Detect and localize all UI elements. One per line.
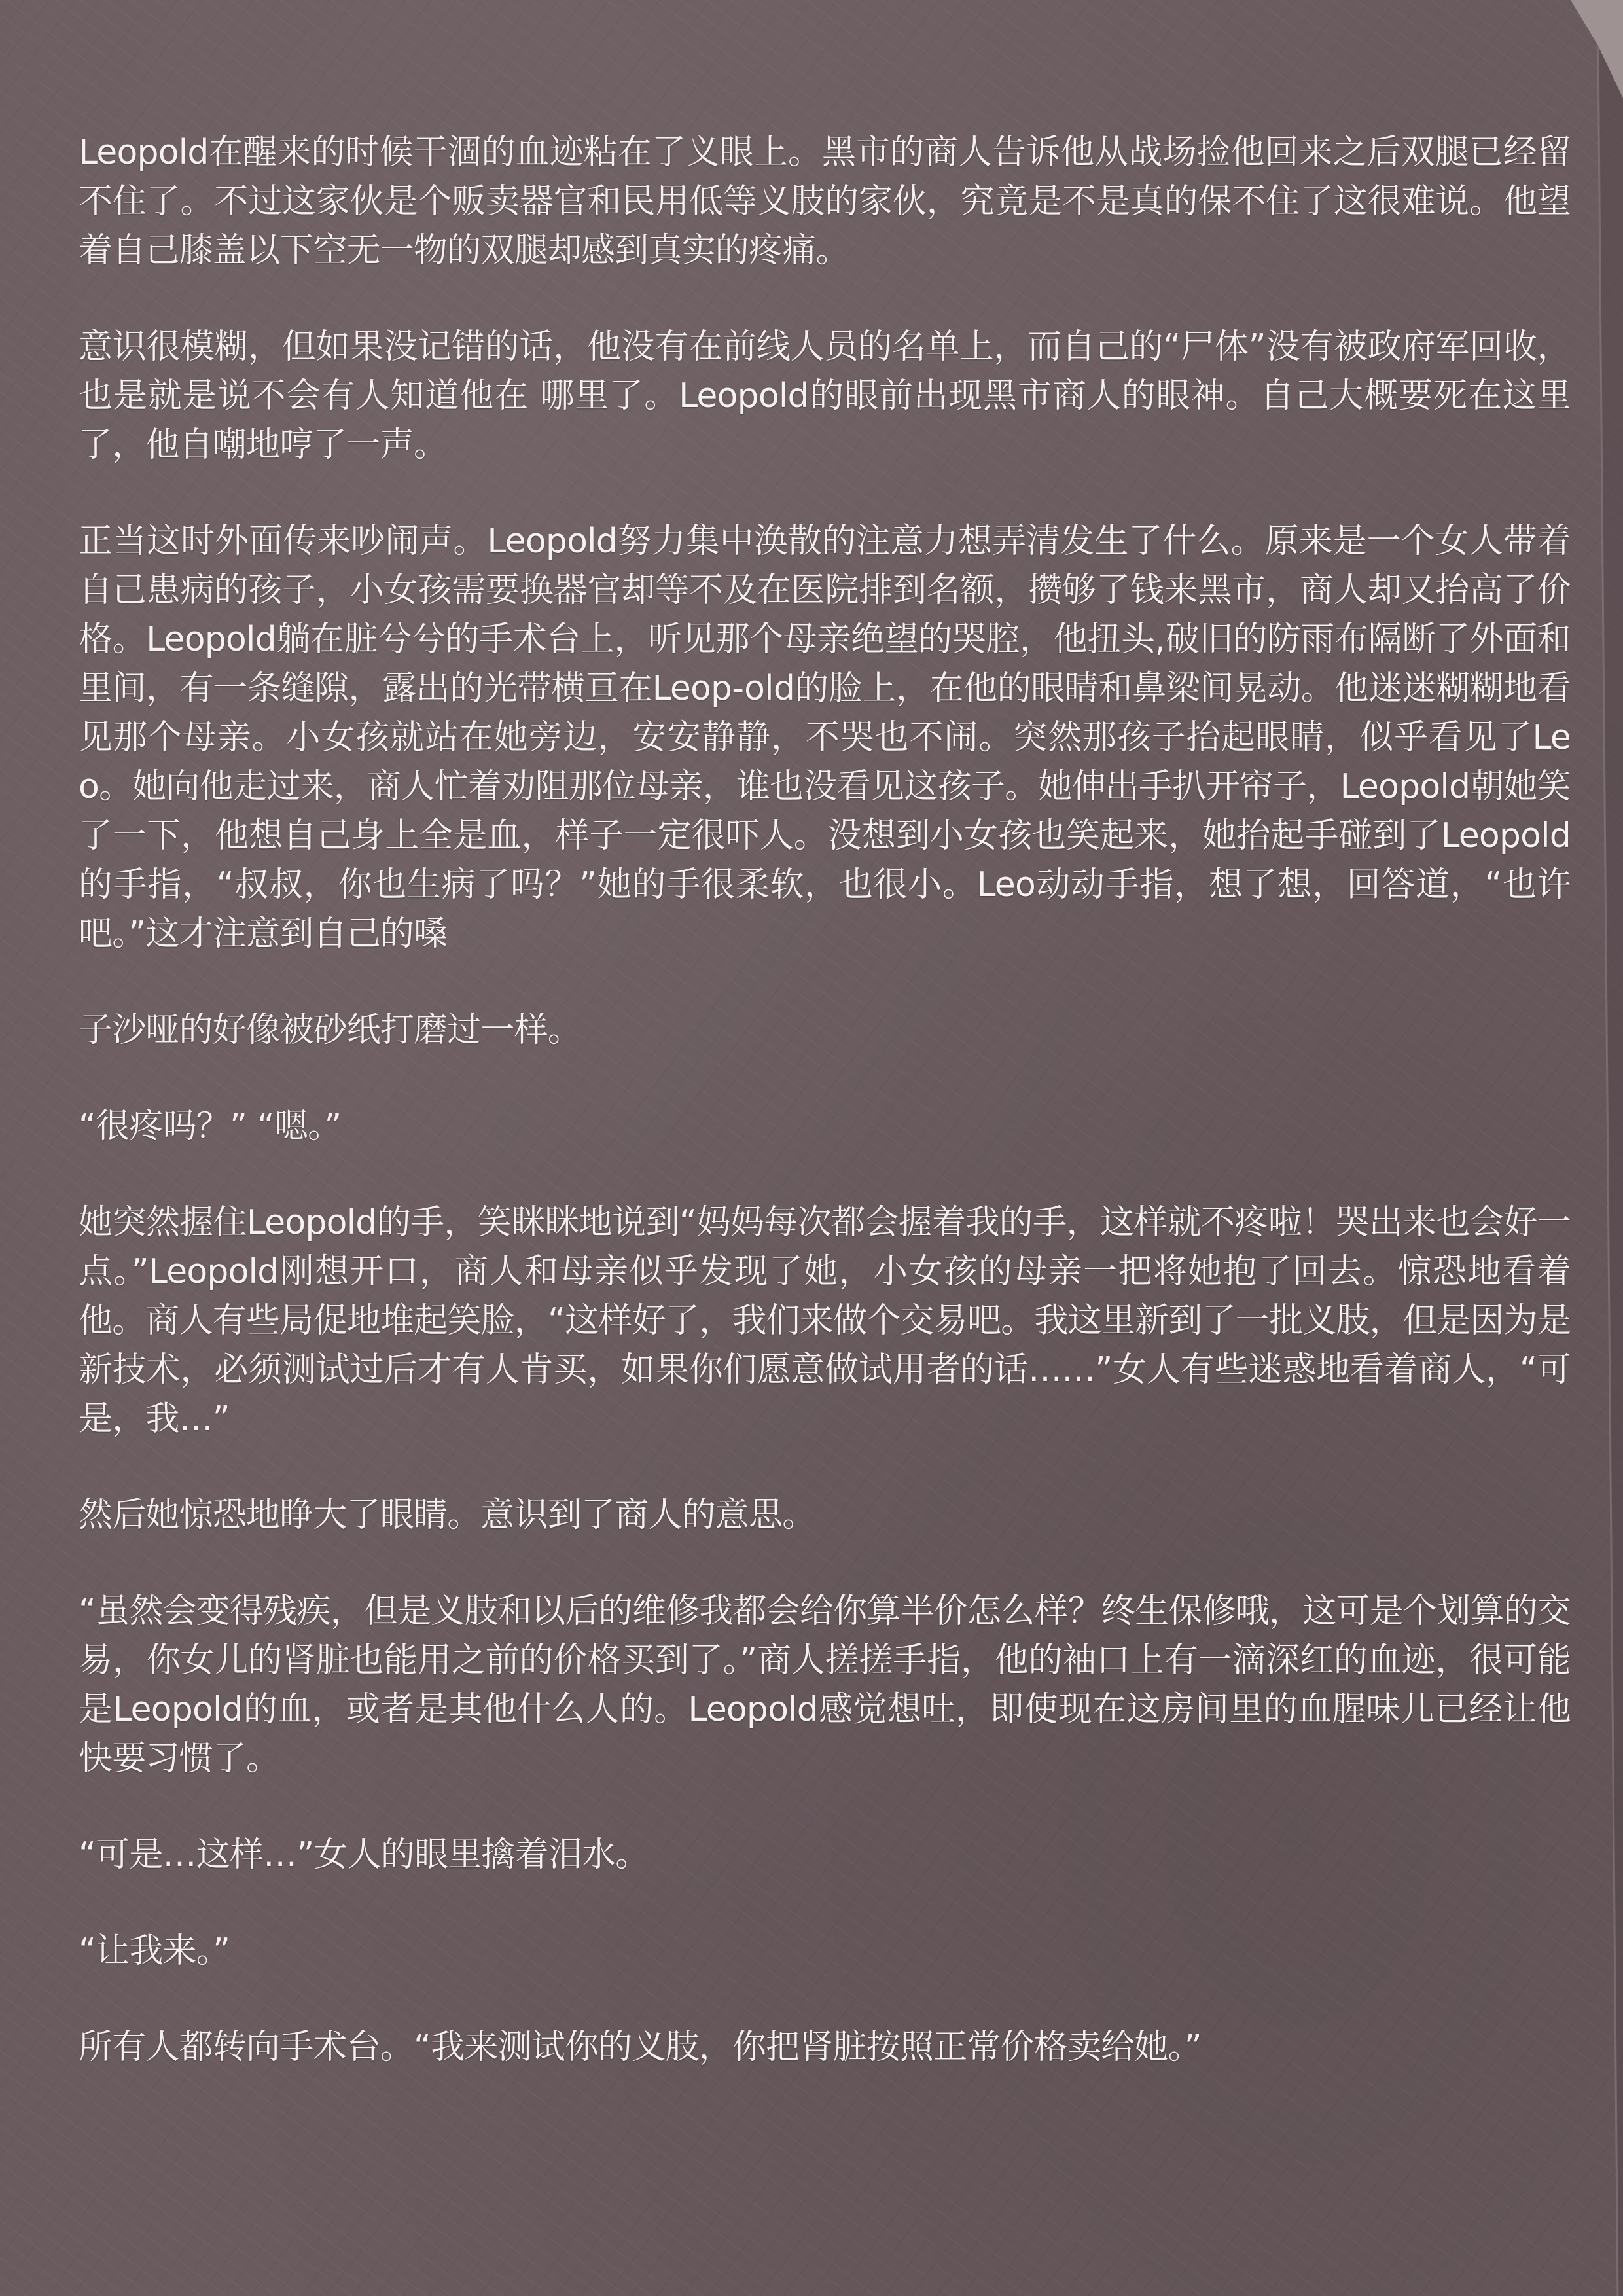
paragraph: “虽然会变得残疾，但是义肢和以后的维修我都会给你算半价怎么样？终生保修哦，这可是个划算的交易，你女儿的肾脏也能用之前的价格买到了。”商人搓搓手指，他的袖口上有一滴深红的血迹，很可能是Leopold的血，或者是其他什么人的。Leopold感觉想吐，即使现在这房间里的血腥味儿已经让他快要习惯了。 [79,1592,1571,1778]
paragraph: 所有人都转向手术台。“我来测试你的义肢，你把肾脏按照正常价格卖给她。” [79,2028,1202,2067]
paragraph: “让我来。” [79,1931,230,1971]
paragraph: “很疼吗？” “嗯。” [79,1107,342,1146]
paragraph: 正当这时外面传来吵闹声。Leopold努力集中涣散的注意力想弄清发生了什么。原来是一个女人带着自己患病的孩子，小女孩需要换器官却等不及在医院排到名额，攒够了钱来黑市，商人却又抬高了价格。Leopold躺在脏兮兮的手术台上，听见那个母亲绝望的哭腔，他扭头,破旧的防雨布隔断了外面和里间，有一条缝隙，露出的光带横亘在Leop-old的脸上，在他的眼睛和鼻梁间晃动。他迷迷糊糊地看见那个母亲。小女孩就站在她旁边，安安静静，不哭也不闹。突然那孩子抬起眼睛，似乎看见了Leo。她向他走过来，商人忙着劝阻那位母亲，谁也没看见这孩子。她伸出手扒开帘子，Leopold朝她笑了一下，他想自己身上全是血，样子一定很吓人。没想到小女孩也笑起来，她抬起手碰到了Leopold的手指，“叔叔，你也生病了吗？”她的手很柔软，也很小。Leo动动手指，想了想，回答道，“也许吧。”这才注意到自己的嗓 [79,522,1571,954]
paragraph: 意识很模糊，但如果没记错的话，他没有在前线人员的名单上，而自己的“尸体”没有被政府军回收，也是就是说不会有人知道他在 哪里了。Leopold的眼前出现黑市商人的眼神。自己大概要死在这里了，他自嘲地哼了一声。 [79,327,1571,465]
page-edge-decoration [1571,0,1623,2296]
paragraph: Leopold在醒来的时候干涸的血迹粘在了义眼上。黑市的商人告诉他从战场捡他回来之后双腿已经留不住了。不过这家伙是个贩卖器官和民用低等义肢的家伙，究竟是不是真的保不住了这很难说。他望着自己膝盖以下空无一物的双腿却感到真实的疼痛。 [79,133,1571,270]
paragraph: 然后她惊恐地睁大了眼睛。意识到了商人的意思。 [79,1496,816,1535]
paragraph: 子沙哑的好像被砂纸打磨过一样。 [79,1011,582,1050]
paragraph: “可是…这样…”女人的眼里擒着泪水。 [79,1835,649,1874]
paragraph: 她突然握住Leopold的手，笑眯眯地说到“妈妈每次都会握着我的手，这样就不疼啦！哭出来也会好一点。”Leopold刚想开口，商人和母亲似乎发现了她，小女孩的母亲一把将她抱了回去。惊恐地看着他。商人有些局促地堆起笑脸，“这样好了，我们来做个交易吧。我这里新到了一批义肢，但是因为是新技术，必须测试过后才有人肯买，如果你们愿意做试用者的话……”女人有些迷惑地看着商人，“可是，我…” [79,1203,1571,1439]
story-text [79,128,1571,2119]
